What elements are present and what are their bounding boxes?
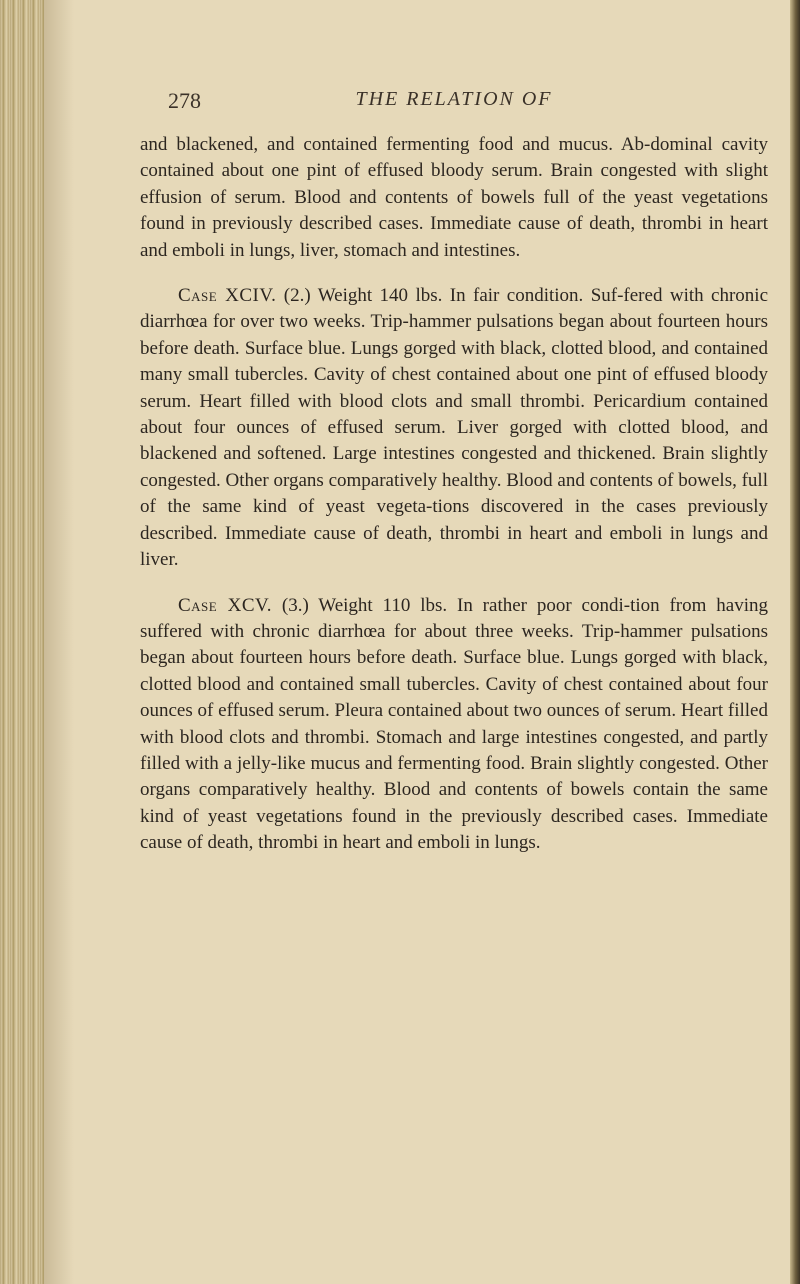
paragraph-text: and blackened, and contained fermenting food and mucus. Ab-dominal cavity contained about one pint of effused bloody serum. Brain congested with slight effusion of serum. Blood and contents of bowels full of the yeast vegetations found in previously described cases. Immediate cause of death, thrombi in heart and emboli in lungs, liver, stomach and intestines. [140, 134, 768, 261]
paragraph-case-xcv [140, 593, 768, 857]
page-edge [790, 0, 800, 1284]
book-page [140, 88, 768, 857]
running-title: THE RELATION OF [355, 88, 553, 110]
paragraph-case-xciv [140, 283, 768, 573]
page-number: 278 [168, 88, 201, 113]
paragraph-text: (2.) Weight 140 lbs. In fair condition. Suf-fered with chronic diarrhœa for over two weeks. Trip-hammer pulsations began about fourteen hours before death. Surface blue. Lungs gorged with black, clotted blood, and contained many small tubercles. Cavity of chest contained about one pint of effused bloody serum. Heart filled with blood clots and small thrombi. Pericardium contained about four ounces of effused serum. Liver gorged with clotted blood, and blackened and softened. Large intestines congested and thickened. Brain slightly congested. Other organs comparatively healthy. Blood and contents of bowels, full of the same kind of yeast vegeta-tions discovered in the cases previously described. Immediate cause of death, thrombi in heart and emboli in lungs and liver. [140, 285, 769, 571]
binding-gutter [0, 0, 44, 1284]
case-label: Case XCV. [178, 594, 273, 616]
paragraph-text: (3.) Weight 110 lbs. In rather poor condi-tion from having suffered with chronic diarrhœa for about three weeks. Trip-hammer pulsations began about fourteen hours before death. Surface blue. Lungs gorged with black, clotted blood and contained small tubercles. Cavity of chest contained about four ounces of effused serum. Pleura contained about two ounces of serum. Heart filled with blood clots and thrombi. Stomach and large intestines congested, and partly filled with a jelly-like mucus and fermenting food. Brain slightly congested. Other organs comparatively healthy. Blood and contents of bowels contain the same kind of yeast vegetations found in the previously described cases. Immediate cause of death, thrombi in heart and emboli in lungs. [140, 594, 768, 854]
case-label: Case XCIV. [178, 285, 277, 307]
binding-shadow [44, 0, 74, 1284]
running-head [140, 88, 768, 118]
paragraph-continued [140, 132, 768, 264]
